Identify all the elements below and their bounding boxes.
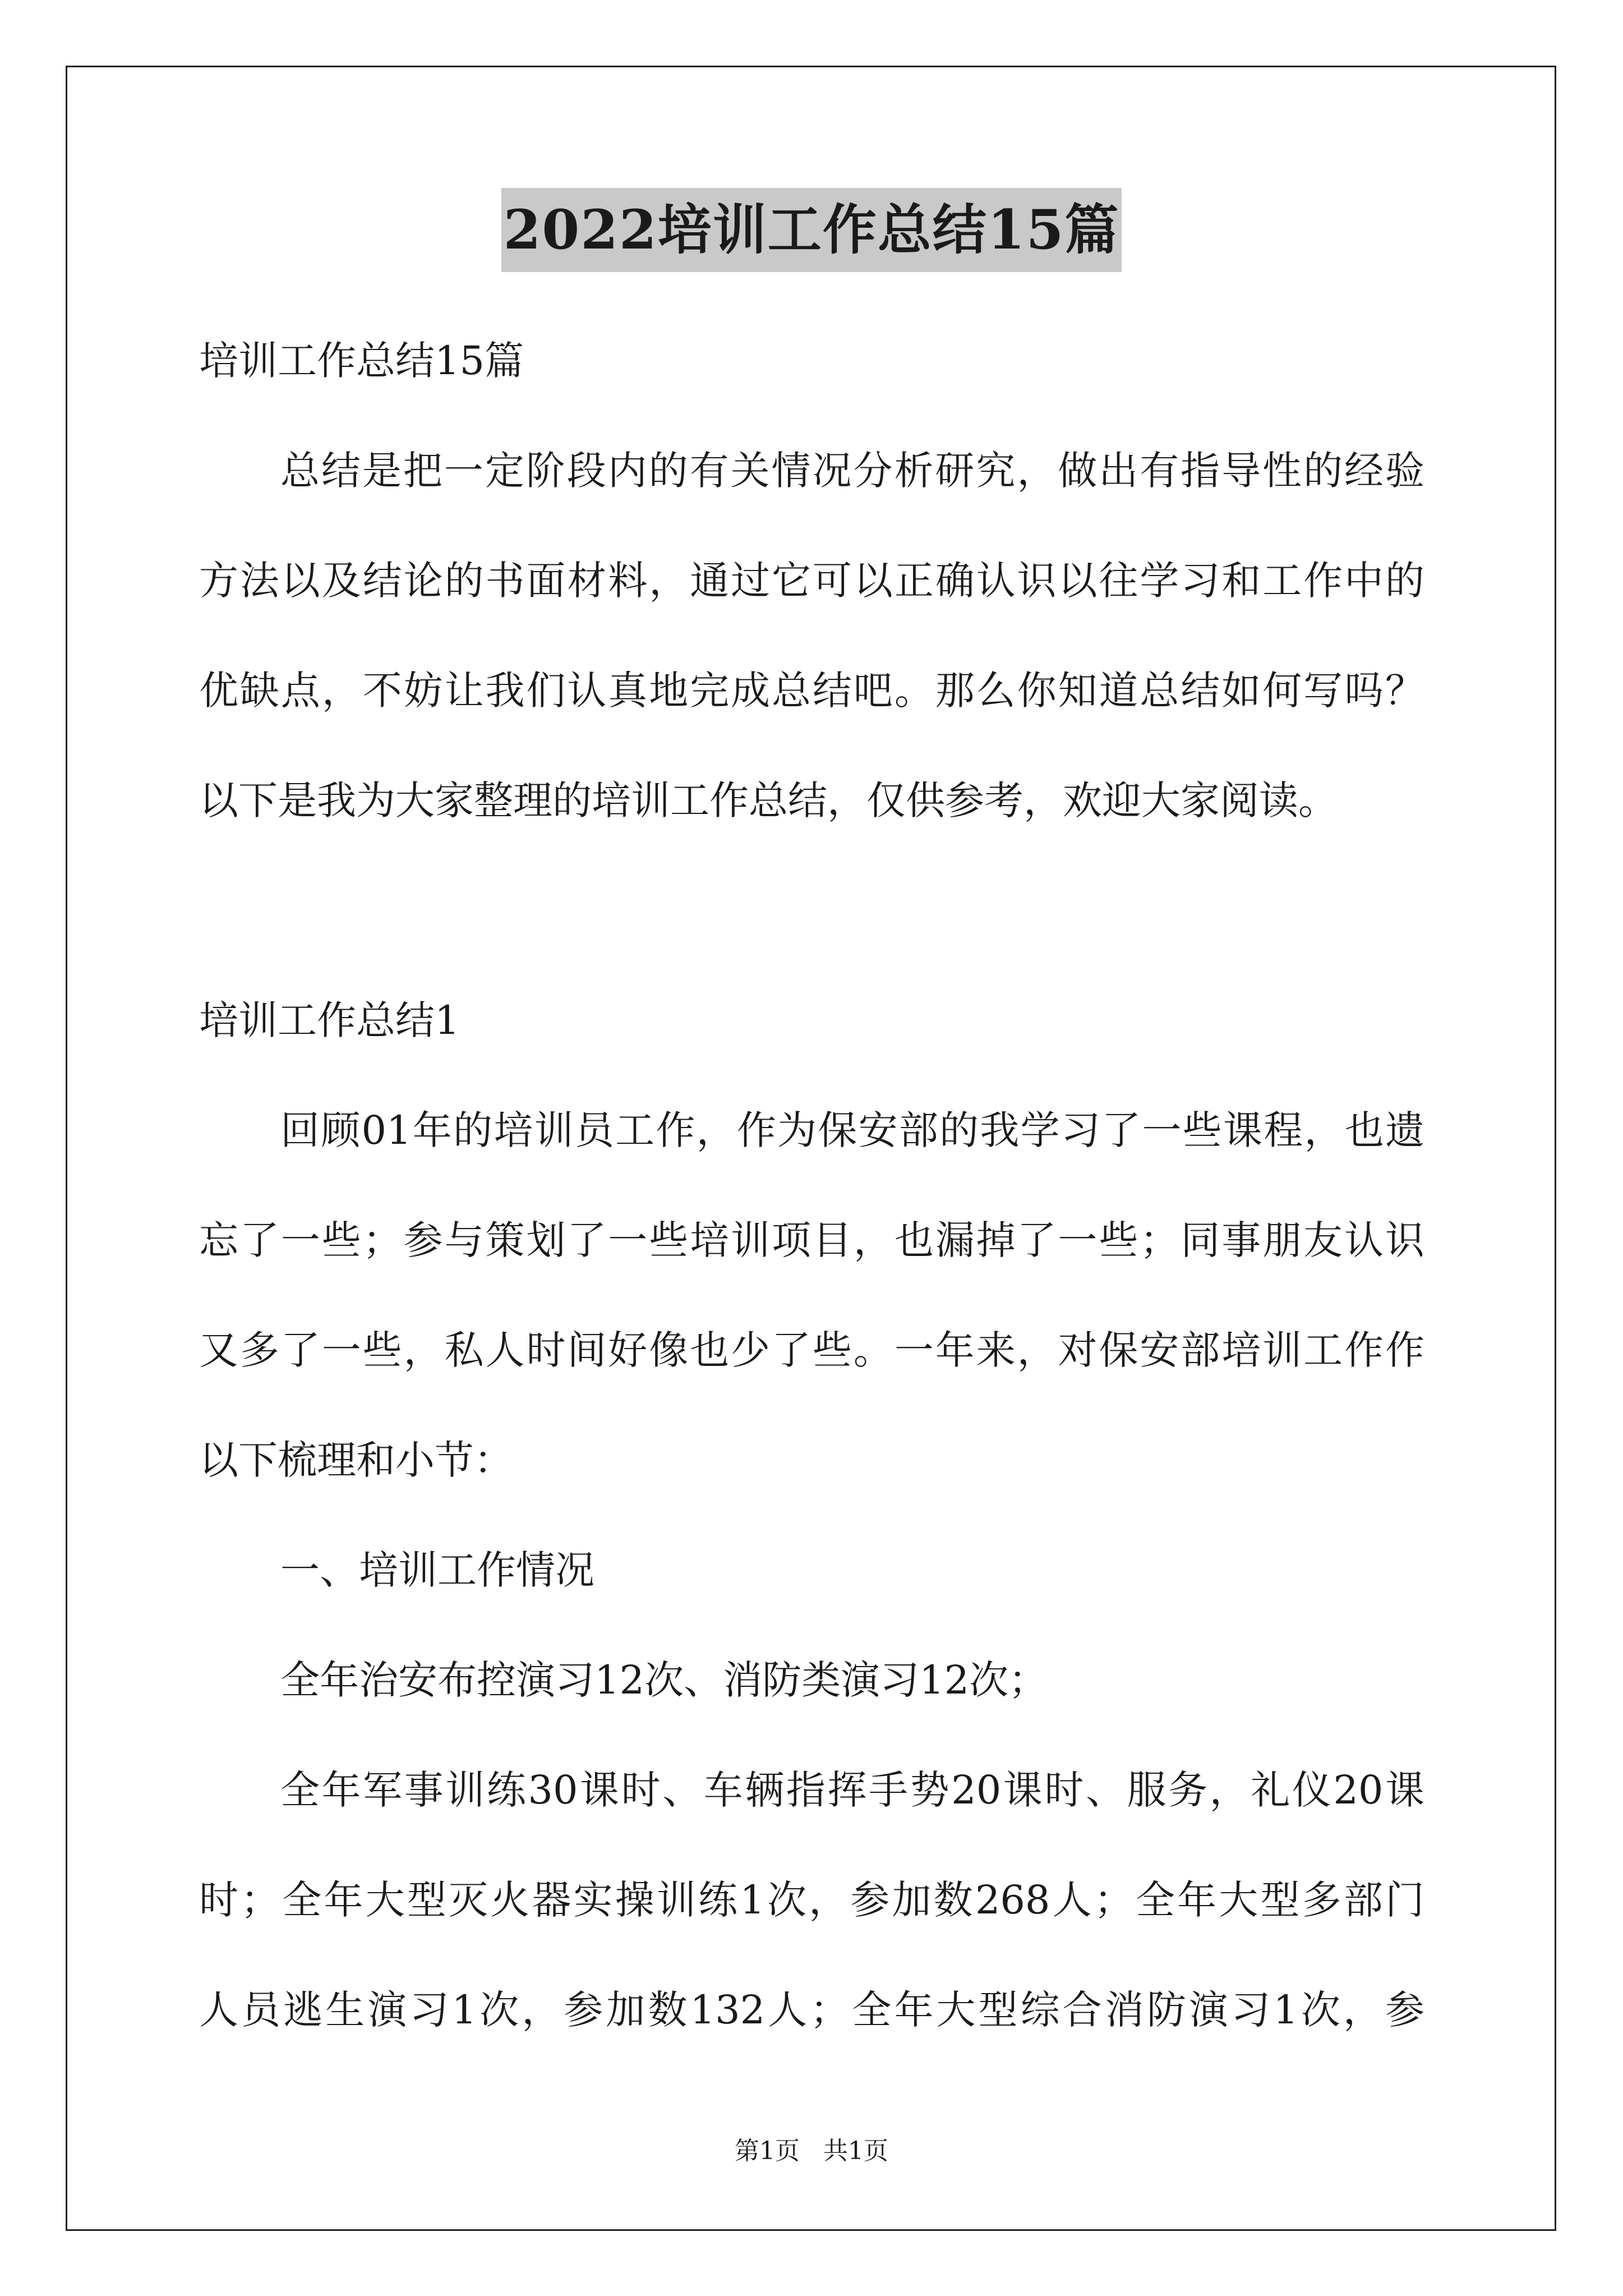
training-line: 人员逃生演习1次，参加数132人；全年大型综合消防演习1次，参 <box>199 1987 1424 2033</box>
training-line: 全年军事训练30课时、车辆指挥手势20课时、服务，礼仪20课 <box>280 1767 1424 1813</box>
title-container <box>0 188 1623 272</box>
subheading: 一、培训工作情况 <box>280 1547 594 1593</box>
training-line: 时；全年大型灭火器实操训练1次，参加数268人；全年大型多部门 <box>199 1877 1424 1923</box>
page-footer <box>0 2134 1623 2168</box>
intro-line: 以下是我为大家整理的培训工作总结，仅供参考，欢迎大家阅读。 <box>199 777 1338 823</box>
section-line: 以下梳理和小节： <box>199 1437 513 1483</box>
document-body <box>199 306 1424 2065</box>
section-heading: 培训工作总结1 <box>199 997 460 1043</box>
page-total: 共1页 <box>823 2137 888 2165</box>
section-line: 又多了一些，私人时间好像也少了些。一年来，对保安部培训工作作 <box>199 1327 1424 1373</box>
subtitle: 培训工作总结15篇 <box>199 338 524 384</box>
page-number: 第1页 <box>735 2137 800 2165</box>
intro-line: 优缺点，不妨让我们认真地完成总结吧。那么你知道总结如何写吗？ <box>199 668 1424 714</box>
intro-line: 方法以及结论的书面材料，通过它可以正确认识以往学习和工作中的 <box>199 558 1424 604</box>
intro-line: 总结是把一定阶段内的有关情况分析研究，做出有指导性的经验 <box>280 448 1424 494</box>
drill-line: 全年治安布控演习12次、消防类演习12次； <box>280 1657 1048 1703</box>
section-line: 回顾01年的培训员工作，作为保安部的我学习了一些课程，也遗 <box>280 1107 1424 1153</box>
document-title: 2022培训工作总结15篇 <box>501 188 1122 272</box>
section-line: 忘了一些；参与策划了一些培训项目，也漏掉了一些；同事朋友认识 <box>199 1217 1424 1263</box>
paragraph-gap <box>199 855 1424 965</box>
